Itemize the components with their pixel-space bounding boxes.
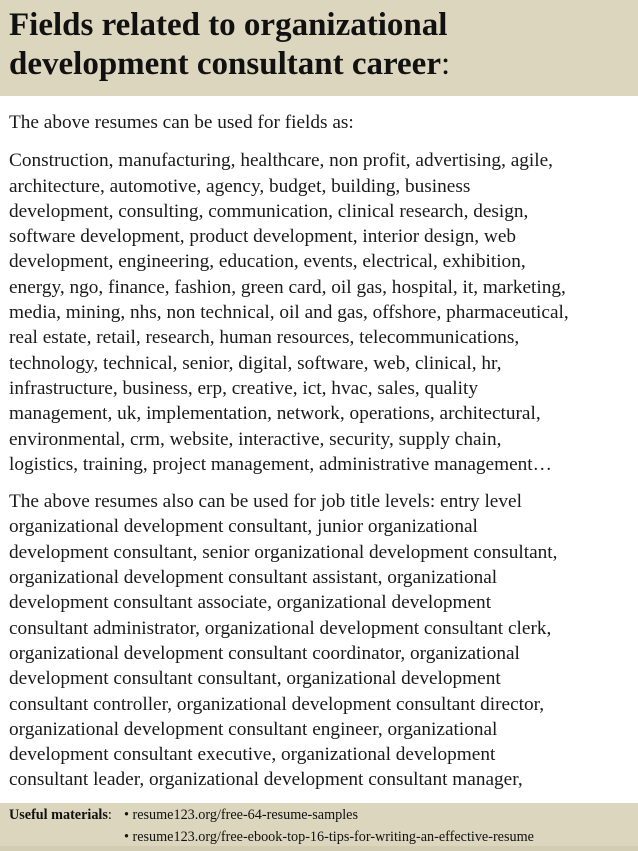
page-title: [9, 6, 629, 84]
job-levels-line: development consultant associate, organizational development: [9, 592, 492, 614]
fields-line: media, mining, nhs, non technical, oil and gas, offshore, pharmaceutical,: [9, 302, 569, 324]
fields-line: Construction, manufacturing, healthcare, non profit, advertising, agile,: [9, 150, 553, 172]
fields-line: development, engineering, education, events, electrical, exhibition,: [9, 251, 526, 273]
fields-line: management, uk, implementation, network, operations, architectural,: [9, 403, 541, 425]
job-levels-line: consultant leader, organizational development consultant manager,: [9, 769, 523, 791]
footer-banner: [0, 803, 638, 851]
job-levels-line: organizational development consultant, junior organizational: [9, 516, 478, 538]
fields-line: development, consulting, communication, clinical research, design,: [9, 200, 529, 222]
title-colon: :: [440, 46, 451, 82]
job-levels-line: The above resumes also can be used for job title levels: entry level: [9, 491, 522, 513]
fields-line: software development, product development, interior design, web: [9, 226, 517, 248]
job-levels-line: organizational development consultant coordinator, organizational: [9, 642, 520, 664]
footer-link-resume-samples[interactable]: • resume123.org/free-64-resume-samples: [124, 807, 358, 823]
title-line-1: Fields related to organizational: [9, 7, 448, 43]
fields-line: environmental, crm, website, interactive, security, supply chain,: [9, 428, 502, 450]
job-levels-line: consultant administrator, organizational development consultant clerk,: [9, 617, 552, 639]
job-levels-line: organizational development consultant engineer, organizational: [9, 718, 498, 740]
title-banner: [0, 0, 638, 96]
job-levels-line: development consultant consultant, organizational development: [9, 668, 501, 690]
fields-line: real estate, retail, research, human resources, telecommunications,: [9, 327, 520, 349]
title-line-2: development consultant career: [9, 46, 441, 82]
job-levels-line: development consultant, senior organizational development consultant,: [9, 541, 558, 563]
useful-materials-label: [9, 804, 112, 826]
bottom-strip: [0, 846, 638, 851]
job-levels-paragraph: [9, 489, 634, 793]
job-levels-line: consultant controller, organizational development consultant director,: [9, 693, 545, 715]
fields-line: technology, technical, senior, digital, software, web, clinical, hr,: [9, 352, 502, 374]
job-levels-line: organizational development consultant assistant, organizational: [9, 567, 498, 589]
fields-paragraph: [9, 148, 634, 477]
fields-line: architecture, automotive, agency, budget, building, business: [9, 175, 471, 197]
useful-materials-colon: :: [107, 807, 112, 823]
intro-text: The above resumes can be used for fields as:: [9, 112, 354, 133]
body-text: [9, 110, 634, 805]
job-levels-line: development consultant executive, organizational development: [9, 744, 496, 766]
fields-line: logistics, training, project management, administrative management…: [9, 453, 552, 475]
useful-materials-label-text: Useful materials: [9, 807, 108, 823]
fields-line: energy, ngo, finance, fashion, green card, oil gas, hospital, it, marketing,: [9, 276, 566, 298]
fields-line: infrastructure, business, erp, creative, ict, hvac, sales, quality: [9, 377, 479, 399]
footer-link-resume-ebook[interactable]: • resume123.org/free-ebook-top-16-tips-for-writing-an-effective-resume: [124, 829, 534, 845]
